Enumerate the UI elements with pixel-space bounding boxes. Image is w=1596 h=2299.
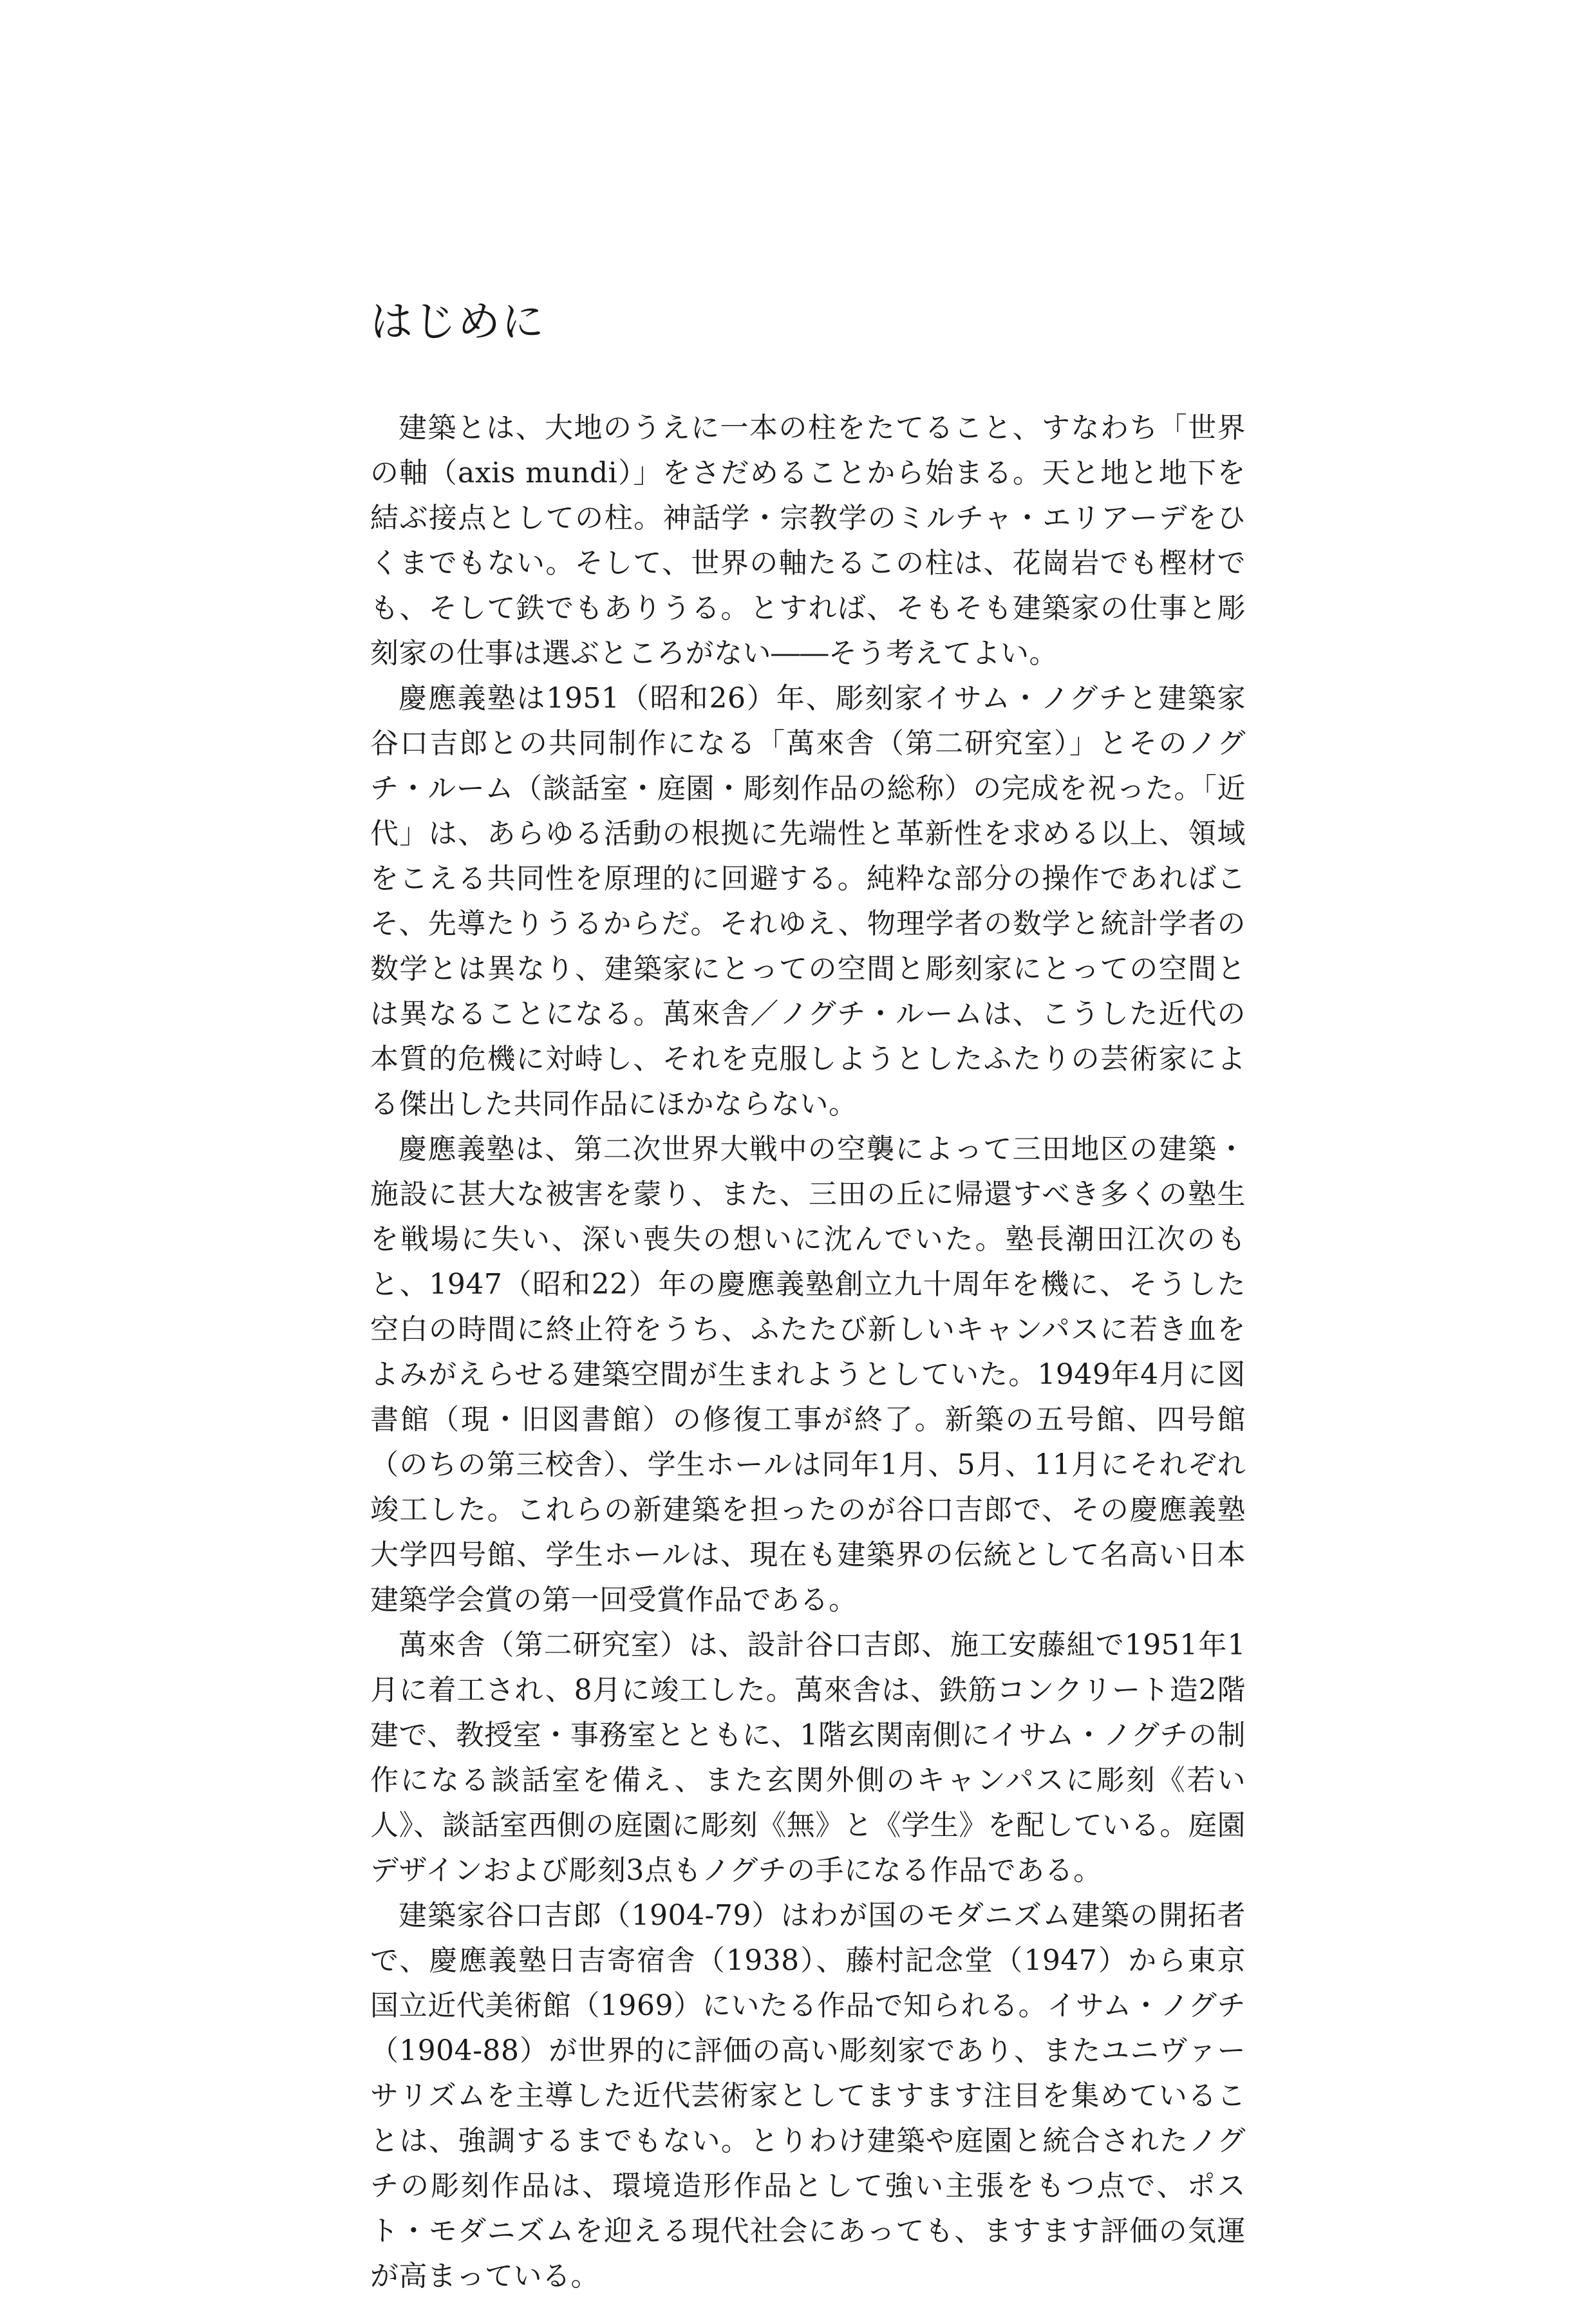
paragraph-1: 建築とは、大地のうえに一本の柱をたてること、すなわち「世界の軸（axis mundi）」をさだめることから始まる。天と地と地下を結ぶ接点としての柱。神話学・宗教学のミルチャ・エリアーデをひくまでもない。そして、世界の軸たるこの柱は、花崗岩でも樫材でも、そして鉄でもありうる。とすれば、そもそも建築家の仕事と彫刻家の仕事は選ぶところがない――そう考えてよい。 [370,412,1246,670]
body-text [370,406,1246,2299]
paragraph-3: 慶應義塾は、第二次世界大戦中の空襲によって三田地区の建築・施設に甚大な被害を蒙り、また、三田の丘に帰還すべき多くの塾生を戦場に失い、深い喪失の想いに沈んでいた。塾長潮田江次のもと、1947（昭和22）年の慶應義塾創立九十周年を機に、そうした空白の時間に終止符をうち、ふたたび新しいキャンパスに若き血をよみがえらせる建築空間が生まれようとしていた。1949年4月に図書館（現・旧図書館）の修復工事が終了。新築の五号館、四号館（のちの第三校舎）、学生ホールは同年1月、5月、11月にそれぞれ竣工した。これらの新建築を担ったのが谷口吉郎で、その慶應義塾大学四号館、学生ホールは、現在も建築界の伝統として名高い日本建築学会賞の第一回受賞作品である。 [370,1133,1246,1616]
paragraph-2: 慶應義塾は1951（昭和26）年、彫刻家イサム・ノグチと建築家谷口吉郎との共同制作になる「萬來舎（第二研究室）」とそのノグチ・ルーム（談話室・庭園・彫刻作品の総称）の完成を祝った。「近代」は、あらゆる活動の根拠に先端性と革新性を求める以上、領域をこえる共同性を原理的に回避する。純粋な部分の操作であればこそ、先導たりうるからだ。それゆえ、物理学者の数学と統計学者の数学とは異なり、建築家にとっての空間と彫刻家にとっての空間とは異なることになる。萬來舎／ノグチ・ルームは、こうした近代の本質的危機に対峙し、それを克服しようとしたふたりの芸術家による傑出した共同作品にほかならない。 [370,682,1246,1121]
paragraph-5: 建築家谷口吉郎（1904-79）はわが国のモダニズム建築の開拓者で、慶應義塾日吉寄宿舎（1938）、藤村記念堂（1947）から東京国立近代美術館（1969）にいたる作品で知られる。イサム・ノグチ（1904-88）が世界的に評価の高い彫刻家であり、またユニヴァーサリズムを主導した近代芸術家としてますます注目を集めていることは、強調するまでもない。とりわけ建築や庭園と統合されたノグチの彫刻作品は、環境造形作品として強い主張をもつ点で、ポスト・モダニズムを迎える現代社会にあっても、ますます評価の気運が高まっている。 [370,1899,1246,2293]
paragraph-4: 萬來舎（第二研究室）は、設計谷口吉郎、施工安藤組で1951年1月に着工され、8月に竣工した。萬來舎は、鉄筋コンクリート造2階建で、教授室・事務室とともに、1階玄関南側にイサム・ノグチの制作になる談話室を備え、また玄関外側のキャンパスに彫刻《若い人》、談話室西側の庭園に彫刻《無》と《学生》を配している。庭園デザインおよび彫刻3点もノグチの手になる作品である。 [370,1629,1246,1887]
page-title: はじめに [370,297,545,346]
